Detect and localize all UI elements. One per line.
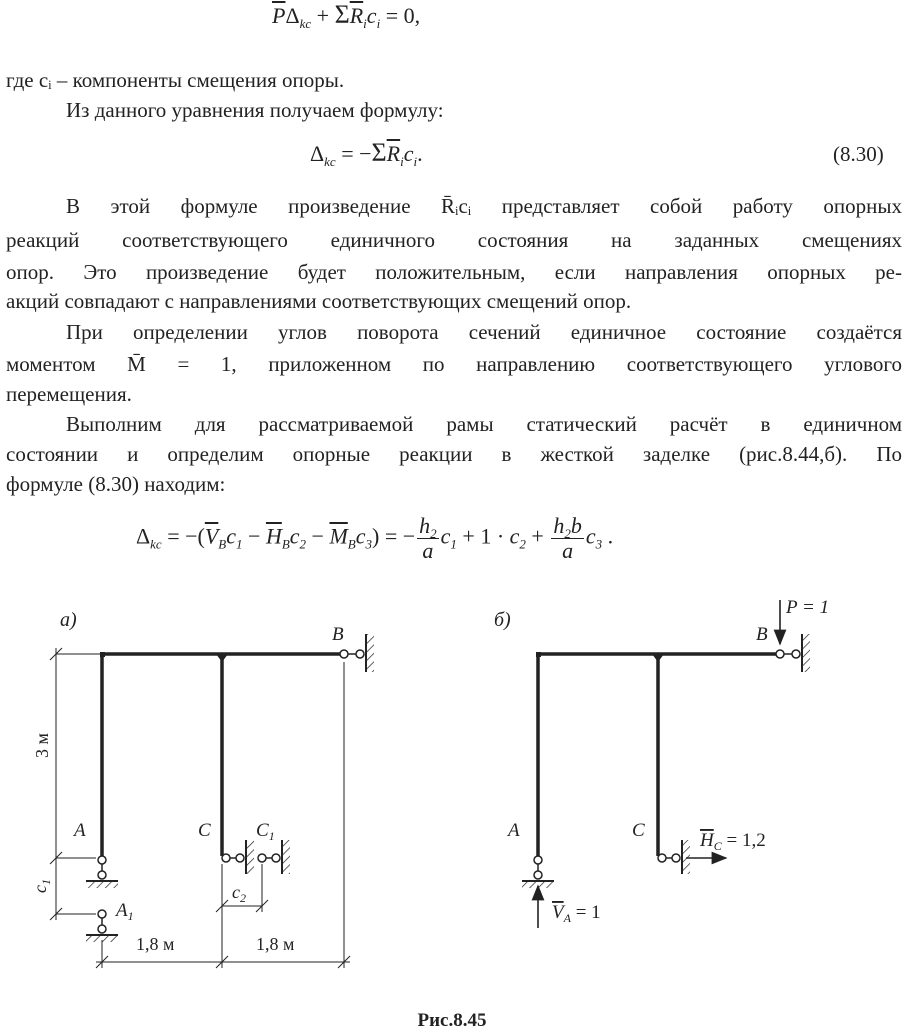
support-c-b (658, 840, 690, 874)
label-a-b: A (508, 820, 520, 841)
label-a-a: A (74, 820, 86, 841)
dim-c1: $c_1$ (30, 879, 53, 893)
label-a: а) (60, 609, 77, 631)
label-b-a: B (332, 624, 344, 645)
equation-number: (8.30) (833, 142, 884, 166)
equation-top: $\overline{P}\Delta_{kc} + \Sigma\overline{R}_ic_i = 0$, (272, 0, 421, 31)
paragraph-1-line-4: акций совпадают с направлениями соответствующих смещений опор. (6, 289, 632, 313)
paragraph-1-line-3: опор. Это произведение будет положительным, если направления опорных ре- (6, 260, 902, 284)
reaction-hc-label: $H_C = 1,2$ (700, 830, 766, 853)
paragraph-2-line-3: перемещения. (6, 382, 132, 406)
frame-a (102, 654, 342, 856)
support-c-a (222, 840, 254, 874)
dim-1-8-left: 1,8 м (136, 934, 175, 954)
support-b-b (776, 634, 810, 672)
support-a-a (86, 856, 118, 888)
support-b-a (340, 634, 374, 672)
equation-final: $\Delta_{kc} = -(\overline{V}_Bc_1 - \overline{H}_Bc_2 - \overline{M}_Bc_3)$ = − $\frac{h_2}{a}$ $c_1 + 1 \cdot c_2$ + $\frac{h_2b}{a}$ $c_3$ . (136, 513, 614, 563)
dim-1-8-right: 1,8 м (256, 934, 295, 954)
paragraph-3-line-1: Выполним для рассматриваемой рамы статический расчёт в единичном (66, 412, 902, 436)
paragraph-1-line-1: В этой формуле произведение R̄ᵢcᵢ представляет собой работу опорных (66, 194, 902, 218)
label-b-b: B (756, 624, 768, 645)
frame-b (538, 654, 778, 856)
label-c-b: C (632, 820, 645, 841)
dim-c2: $c_2$ (232, 882, 246, 905)
text-line-2: Из данного уравнения получаем формулу: (66, 98, 444, 122)
paragraph-2-line-2: моментом M̄ = 1, приложенном по направлению соответствующего углового (6, 352, 902, 376)
label-a1: $A_1$ (116, 900, 134, 923)
label-b: б) (494, 609, 511, 631)
support-c1 (258, 840, 290, 874)
paragraph-3-line-3: формуле (8.30) находим: (6, 472, 226, 496)
label-c-a: C (198, 820, 211, 841)
dim-3m: 3 м (32, 733, 52, 758)
equation-8-30: $\Delta_{kc} = -\Sigma\overline{R}_ic_i$. (310, 138, 423, 169)
reaction-va-label: $V_A = 1$ (552, 902, 601, 925)
label-c1: $C_1$ (256, 820, 275, 843)
figure-caption: Рис.8.45 (417, 1010, 487, 1031)
text-line-1: где cᵢ – компоненты смещения опоры. (6, 68, 345, 92)
support-a-b (522, 856, 554, 888)
support-a1 (86, 910, 118, 942)
paragraph-2-line-1: При определении углов поворота сечений единичное состояние создаётся (66, 320, 902, 344)
paragraph-1-line-2: реакций соответствующего единичного состояния на заданных смещениях (6, 228, 902, 252)
dimensions-a (50, 648, 350, 968)
paragraph-3-line-2: состоянии и определим опорные реакции в жесткой заделке (рис.8.44,б). По (6, 442, 902, 466)
force-p-label: P = 1 (786, 597, 830, 618)
